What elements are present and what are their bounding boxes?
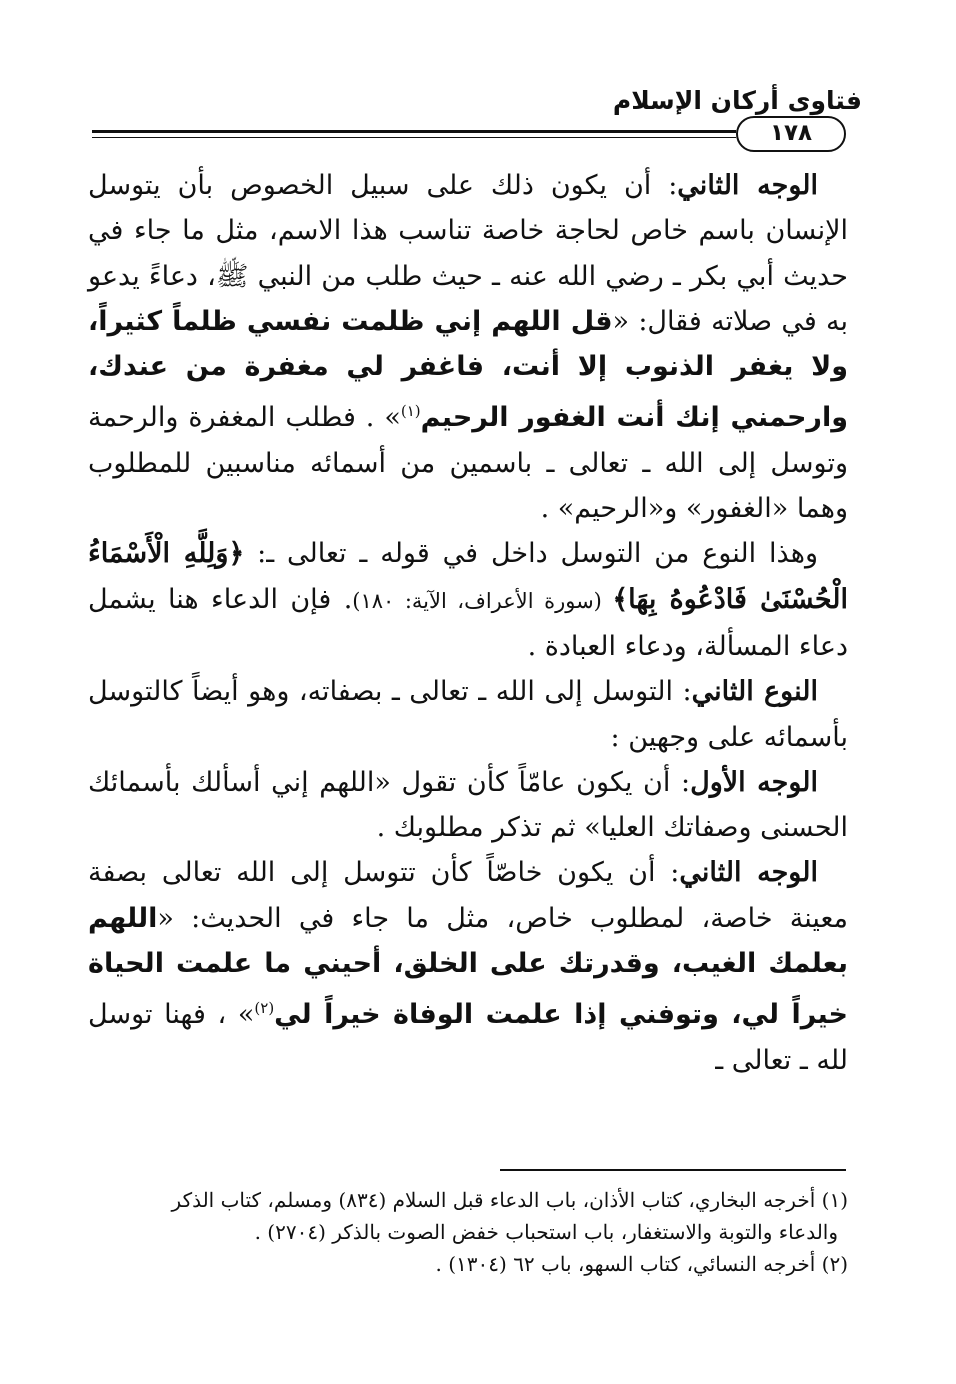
paragraph-5 — [88, 850, 848, 1082]
footnotes — [88, 1184, 848, 1280]
paragraph-text: : أن يكون ذلك على سبيل الخصوص بأن يتوسل الإنسان باسم خاص لحاجة خاصة تناسب هذا الاسم، مثل ما جاء في حديث أبي بكر ـ رضي الله عنه ـ حيث طلب من النبي ﷺ، دعاءً يدعو به في صلاته فقال: « — [88, 170, 848, 337]
paragraph-1 — [88, 163, 848, 531]
hadith-quote: قل اللهم إني ظلمت نفسي ظلماً كثيراً، ولا يغفر الذنوب إلا أنت، فاغفر لي مغفرة من عندك، وارحمني إنك أنت الغفور الرحيم — [88, 305, 848, 434]
footnote-ref-1: (١) — [400, 402, 421, 421]
paragraph-text: : أن يكون عامّاً كأن تقول «اللهم إني أسألك بأسمائك الحسنى وصفاتك العليا» ثم تذكر مطلوبك . — [88, 766, 848, 844]
paragraph-lead: الوجه الثاني — [679, 857, 818, 889]
footnote-separator — [500, 1169, 846, 1171]
quran-verse: ﴿وَلِلَّهِ الْأَسْمَاءُ الْحُسْنَىٰ فَادْعُوهُ بِهَا﴾ — [88, 538, 849, 615]
paragraph-text: وهذا النوع من التوسل داخل في قوله ـ تعالى ـ: — [244, 538, 818, 570]
footnote-2: (٢) أخرجه النسائي، كتاب السهو، باب ٦٢ (١٣٠٤) . — [435, 1252, 848, 1276]
header-rule-thick — [92, 130, 736, 133]
paragraph-text: . فإن الدعاء هنا يشمل دعاء المسألة، ودعاء العبادة . — [88, 583, 848, 662]
paragraph-lead: الوجه الثاني — [677, 170, 818, 201]
paragraph-text: : التوسل إلى الله ـ تعالى ـ بصفاته، وهو أيضاً كالتوسل بأسمائه على وجهين : — [88, 676, 848, 753]
paragraph-text: » ، فهنا توسل لله ـ تعالى ـ — [88, 999, 848, 1076]
paragraph-text: : أن يكون خاصّاً كأن تتوسل إلى الله تعالى بصفة معينة خاصة، لمطلوب خاص، مثل ما جاء في الحديث: « — [88, 857, 848, 934]
page-number: ١٧٨ — [736, 116, 846, 152]
paragraph-lead: النوع الثاني — [691, 676, 818, 708]
header-rule-thin — [92, 137, 736, 138]
verse-reference: (سورة الأعراف، الآية: ١٨٠) — [352, 588, 613, 613]
paragraph-text: » . فطلب المغفرة والرحمة وتوسل إلى الله ـ تعالى ـ باسمين من أسمائه مناسبين للمطلوب وهما «الغفور» و«الرحيم» . — [88, 402, 848, 525]
hadith-quote: اللهم بعلمك الغيب، وقدرتك على الخلق، أحيني ما علمت الحياة خيراً لي، وتوفني إذا علمت الوفاة خيراً لي — [88, 902, 848, 1031]
footnote-1: (١) أخرجه البخاري، كتاب الأذان، باب الدعاء قبل السلام (٨٣٤) ومسلم، كتاب الذكر — [171, 1188, 848, 1212]
running-title: فتاوى أركان الإسلام — [612, 86, 862, 115]
paragraph-2 — [88, 531, 848, 669]
body-text — [88, 163, 848, 1083]
paragraph-3 — [88, 669, 848, 760]
paragraph-4 — [88, 760, 848, 851]
footnote-ref-2: (٢) — [254, 999, 275, 1018]
footnote-1-continued: والدعاء والتوبة والاستغفار، باب استحباب خفض الصوت بالذكر (٢٧٠٤) . — [254, 1220, 838, 1244]
paragraph-lead: الوجه الأول — [690, 766, 818, 798]
